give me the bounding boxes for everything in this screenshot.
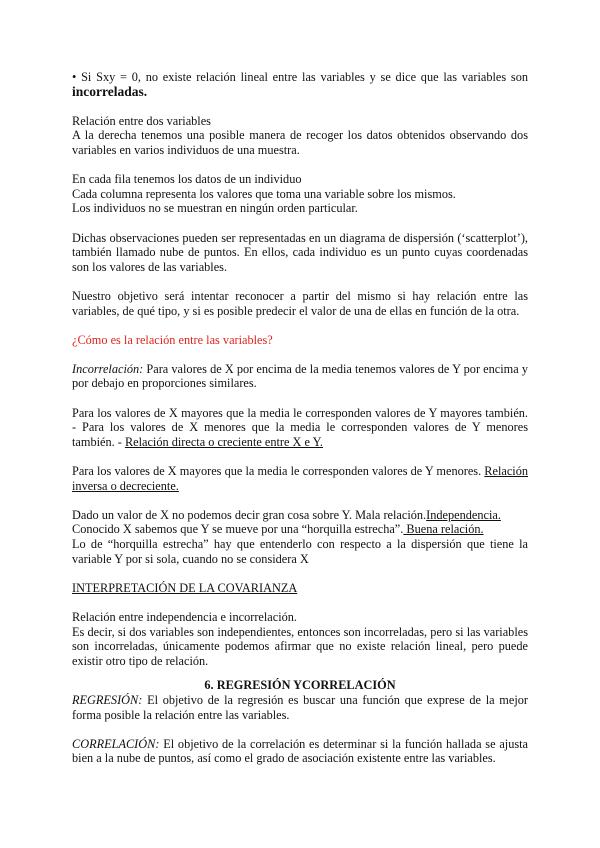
correlacion-paragraph [72,737,528,766]
relacion-title: Relación entre dos variables [72,113,211,128]
incorrelacion-text: Para valores de X por encima de la media tenemos valores de Y por encima y por debajo en proporciones similares. [72,361,528,391]
regresion-text: El objetivo de la regresión es buscar una función que exprese de la mejor forma posible la relación entre las variables. [72,692,528,722]
document-page [72,70,528,781]
horquilla-link: Buena relación. [403,522,484,537]
horquilla-text: Conocido X sabemos que Y se mueve por una “horquilla estrecha”. [72,522,404,537]
filas-line-1: En cada fila tenemos los datos de un individuo [72,172,302,187]
filas-line-2: Cada columna representa los valores que toma una variable sobre los mismos. [72,186,456,201]
directa-text: Para los valores de X mayores que la media le corresponden valores de Y mayores también. - Para los valores de X menores que la media le corresponden valores de Y menores también. - [72,405,528,449]
indep-incorr-paragraph [72,610,528,668]
incorrelacion-paragraph [72,362,528,391]
relacion-paragraph [72,114,528,158]
inversa-text: Para los valores de X mayores que la media le corresponden valores de Y menores. [72,464,485,479]
bullet-bold-term: incorreladas [72,83,144,99]
covarianza-title: INTERPRETACIÓN DE LA COVARIANZA [72,580,298,595]
independencia-text: Dado un valor de X no podemos decir gran cosa sobre Y. Mala relación. [72,507,427,522]
indep-incorr-text: Es decir, si dos variables son independientes, entonces son incorreladas, pero si las variables son incorreladas, únicamente podemos afirmar que no existe relación lineal, pero puede existir otro tipo de relación. [72,624,528,668]
bullet-end: . [143,83,148,99]
bullet-text: • Si Sxy = 0, no existe relación lineal entre las variables y se dice que las variables son [72,70,528,84]
filas-paragraph [72,172,528,216]
incorrelacion-label: Incorrelación: [72,361,144,376]
directa-paragraph [72,406,528,450]
independencia-paragraph [72,508,528,523]
relacion-text: A la derecha tenemos una posible manera de recoger los datos obtenidos observando dos variables en varios individuos de una muestra. [72,128,528,157]
inversa-paragraph [72,464,528,493]
inversa-link: Relación inversa o decreciente. [72,464,528,493]
correlacion-text: El objetivo de la correlación es determinar si la función hallada se ajusta bien a la nube de puntos, así como el grado de asociación existente entre las variables. [72,736,528,766]
objetivo-paragraph: Nuestro objetivo será intentar reconocer a partir del mismo si hay relación entre las variables, de qué tipo, y si es posible predecir el valor de una de ellas en función de la otra. [72,288,528,318]
regresion-paragraph [72,693,528,722]
filas-line-3: Los individuos no se muestran en ningún orden particular. [72,201,358,216]
regresion-label: REGRESIÓN: [72,692,143,707]
horquilla-paragraph [72,522,528,566]
dispersion-paragraph: Dichas observaciones pueden ser representadas en un diagrama de dispersión (‘scatterplot’), también llamado nube de puntos. En ellos, cada individuo es un punto cuyas coordenadas son los valores de las variables. [72,230,528,274]
bullet-paragraph [72,70,528,99]
horquilla-line [72,522,528,537]
correlacion-label: CORRELACIÓN: [72,736,160,751]
section-heading: 6. REGRESIÓN YCORRELACIÓN [204,678,396,693]
independencia-link: Independencia. [426,507,501,522]
directa-link: Relación directa o creciente entre X e Y. [124,434,323,449]
indep-incorr-line-1: Relación entre independencia e incorrelación. [72,609,297,624]
horquilla-note: Lo de “horquilla estrecha” hay que entenderlo con respecto a la dispersión que tiene la variable Y por si sola, cuando no se considera X [72,537,528,566]
question-heading: ¿Cómo es la relación entre las variables? [72,332,273,347]
